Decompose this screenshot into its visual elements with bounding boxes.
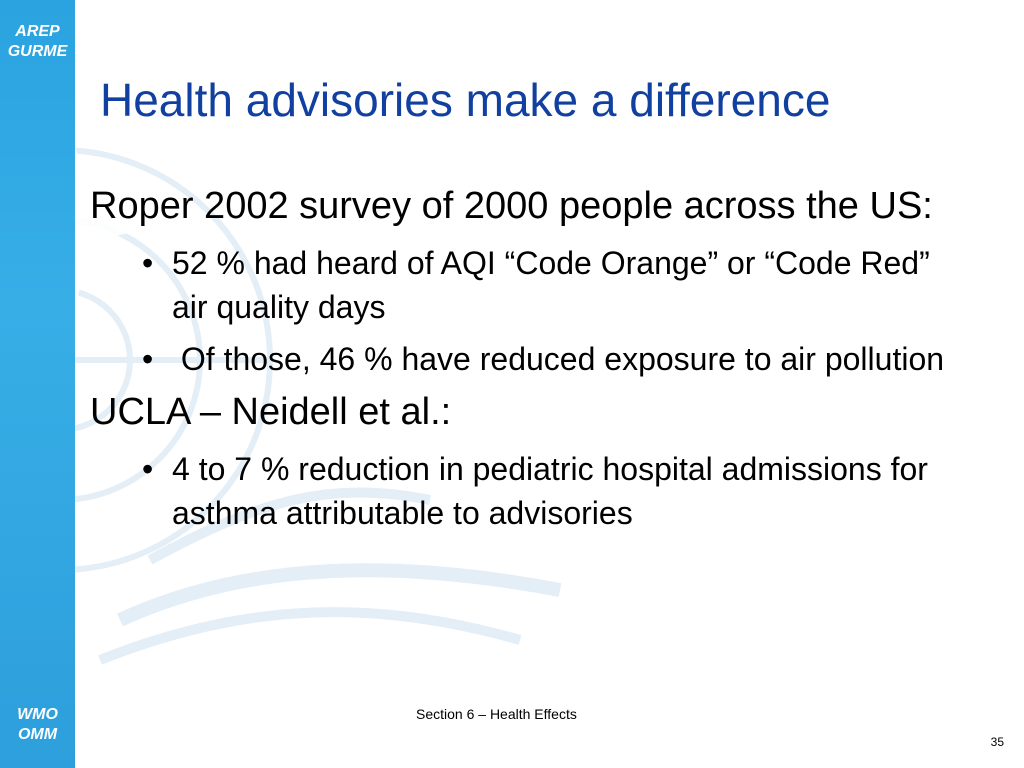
bullet-marker: • <box>142 341 154 377</box>
sub-bullet-text: 4 to 7 % reduction in pediatric hospital admissions for asthma attributable to advisories <box>172 451 928 531</box>
sub-bullet-text: Of those, 46 % have reduced exposure to air pollution <box>172 341 945 377</box>
bullet-ucla-neidell: UCLA – Neidell et al.: <box>90 391 452 433</box>
sidebar <box>0 0 75 768</box>
sub-bullet-reduced-exposure <box>90 337 950 381</box>
bullet-marker: • <box>142 451 154 487</box>
page-number: 35 <box>990 735 1004 749</box>
footer-section-label: Section 6 – Health Effects <box>416 706 577 722</box>
wmo-omm-logo: WMO OMM <box>17 706 58 743</box>
sub-bullet-text: 52 % had heard of AQI “Code Orange” or “Code Red” air quality days <box>172 245 930 325</box>
sub-bullet-hospital-admissions <box>90 447 950 535</box>
arep-gurme-logo: AREP GURME <box>7 23 68 60</box>
sub-bullet-aqi-awareness <box>90 241 950 329</box>
slide-body <box>90 183 950 543</box>
bullet-roper-survey: Roper 2002 survey of 2000 people across the US: <box>90 185 933 227</box>
bullet-marker: • <box>142 245 154 281</box>
slide-title: Health advisories make a difference <box>100 74 831 126</box>
